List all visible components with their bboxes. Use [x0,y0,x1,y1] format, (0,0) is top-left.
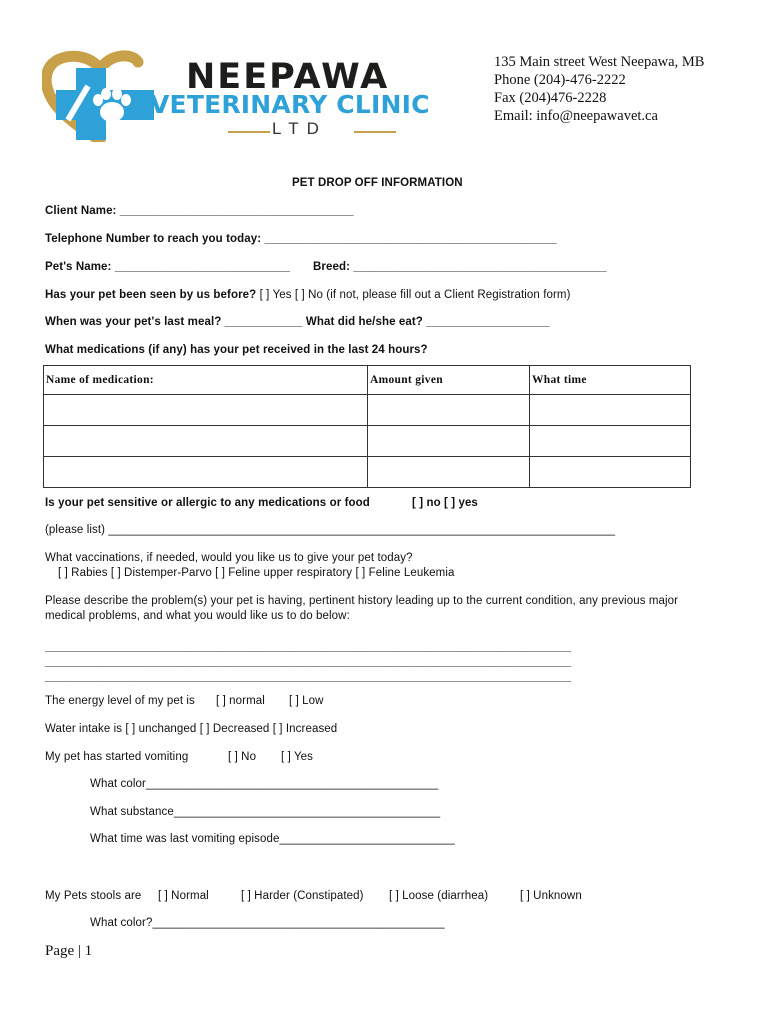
stool-normal-option[interactable]: [ ] Normal [158,890,209,902]
energy-normal-option[interactable]: [ ] normal [216,695,265,707]
logo-subtitle: VETERINARY CLINIC [150,90,430,119]
allergy-question: Is your pet sensitive or allergic to any medications or food [45,497,370,509]
what-time-cell[interactable] [530,457,691,488]
stool-loose-option[interactable]: [ ] Loose (diarrhea) [389,890,489,902]
column-header-amount: Amount given [368,366,530,395]
column-header-name: Name of medication: [44,366,368,395]
vomit-color-field[interactable]: What color_____________________________________________ [90,778,439,790]
table-row [44,426,691,457]
stool-harder-option[interactable]: [ ] Harder (Constipated) [241,890,364,902]
describe-blank-line[interactable]: _________________________________________________________________________________ [45,656,572,668]
contact-phone: Phone (204)-476-2222 [494,72,626,88]
energy-label: The energy level of my pet is [45,695,195,707]
contact-email: Email: info@neepawavet.ca [494,108,658,124]
stool-color-field[interactable]: What color?_____________________________________________ [90,917,445,929]
page-number: Page | 1 [45,943,93,959]
logo-divider-left [228,131,270,133]
stools-label: My Pets stools are [45,890,142,902]
medications-question: What medications (if any) has your pet received in the last 24 hours? [45,344,428,356]
medication-name-cell[interactable] [44,457,368,488]
stool-unknown-option[interactable]: [ ] Unknown [520,890,582,902]
heart-cross-paw-logo-icon [42,50,157,142]
vomiting-yes-option[interactable]: [ ] Yes [281,751,314,763]
last-meal-field[interactable]: When was your pet's last meal? ____________ What did he/she eat? ___________________ [45,316,550,328]
seen-before-row [45,289,571,301]
what-time-cell[interactable] [530,426,691,457]
table-header-row [44,366,691,395]
describe-problem-line-2: medical problems, and what you would like us to do below: [45,610,350,622]
amount-given-cell[interactable] [368,395,530,426]
pet-name-field[interactable]: Pet's Name: ___________________________ [45,261,291,273]
what-time-cell[interactable] [530,395,691,426]
table-row [44,457,691,488]
logo-divider-right [354,131,396,133]
describe-problem-line-1: Please describe the problem(s) your pet is having, pertinent history leading up to the current condition, any previous major [45,595,679,607]
seen-before-options[interactable]: [ ] Yes [ ] No (if not, please fill out a Client Registration form) [259,289,571,301]
medication-name-cell[interactable] [44,395,368,426]
column-header-time: What time [530,366,691,395]
vomit-time-field[interactable]: What time was last vomiting episode___________________________ [90,833,455,845]
energy-low-option[interactable]: [ ] Low [289,695,324,707]
water-intake-row[interactable]: Water intake is [ ] unchanged [ ] Decreased [ ] Increased [45,723,338,735]
amount-given-cell[interactable] [368,457,530,488]
describe-blank-line[interactable]: _________________________________________________________________________________ [45,641,572,653]
logo-name: NEEPAWA [186,57,390,97]
medication-name-cell[interactable] [44,426,368,457]
contact-fax: Fax (204)476-2228 [494,90,607,106]
table-row [44,395,691,426]
logo-ltd: LTD [272,119,327,138]
vomiting-no-option[interactable]: [ ] No [228,751,257,763]
client-name-field[interactable]: Client Name: ____________________________________ [45,205,354,217]
telephone-field[interactable]: Telephone Number to reach you today: _____________________________________________ [45,233,557,245]
medication-table [43,365,691,488]
amount-given-cell[interactable] [368,426,530,457]
vomit-substance-field[interactable]: What substance_________________________________________ [90,806,441,818]
seen-before-question: Has your pet been seen by us before? [45,289,257,301]
vaccination-question: What vaccinations, if needed, would you like us to give your pet today? [45,552,413,564]
vaccination-options[interactable]: [ ] Rabies [ ] Distemper-Parvo [ ] Feline upper respiratory [ ] Feline Leukemia [58,567,455,579]
form-title: PET DROP OFF INFORMATION [292,177,463,189]
describe-blank-line[interactable]: _________________________________________________________________________________ [45,671,572,683]
allergy-options[interactable]: [ ] no [ ] yes [412,497,478,509]
allergy-list-field[interactable]: (please list) ______________________________________________________________________________ [45,524,616,536]
contact-address: 135 Main street West Neepawa, MB [494,54,705,70]
vomiting-label: My pet has started vomiting [45,751,189,763]
breed-field[interactable]: Breed: _______________________________________ [313,261,607,273]
